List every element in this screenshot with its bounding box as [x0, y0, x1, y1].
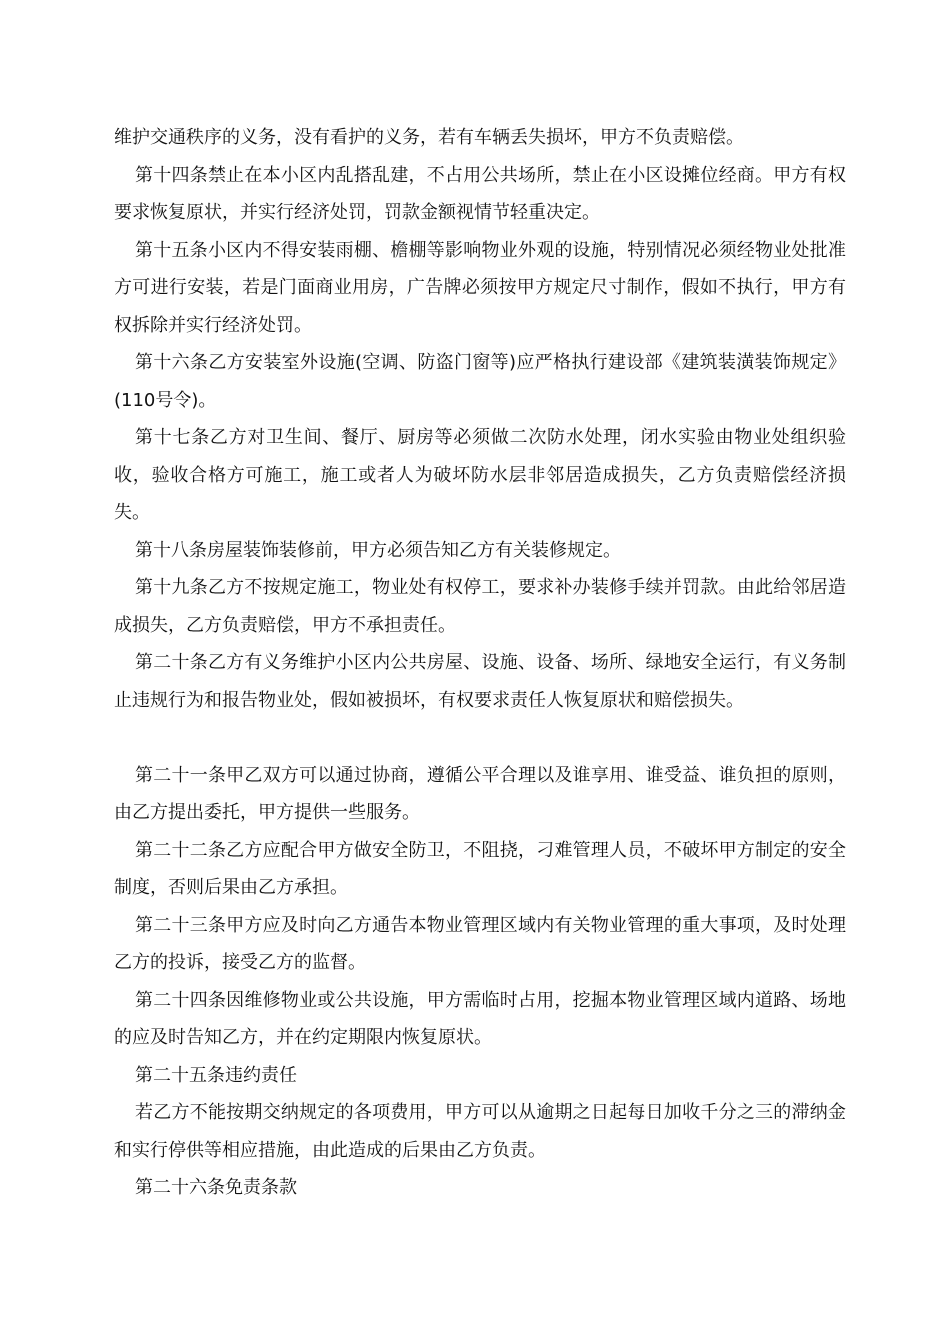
paragraph-article-16: 第十六条乙方安装室外设施(空调、防盗门窗等)应严格执行建设部《建筑装潢装饰规定》(110号令)。: [114, 352, 846, 411]
paragraph-article-15: 第十五条小区内不得安装雨棚、檐棚等影响物业外观的设施，特别情况必须经物业处批准方可进行安装，若是门面商业用房，广告牌必须按甲方规定尺寸制作，假如不执行，甲方有权拆除并实行经济处罚。: [114, 239, 846, 336]
paragraph-article-20: 第二十条乙方有义务维护小区内公共房屋、设施、设备、场所、绿地安全运行，有义务制止违规行为和报告物业处，假如被损坏，有权要求责任人恢复原状和赔偿损失。: [114, 652, 846, 711]
paragraph-article-24: 第二十四条因维修物业或公共设施，甲方需临时占用，挖掘本物业管理区域内道路、场地的应及时告知乙方，并在约定期限内恢复原状。: [114, 989, 846, 1048]
heading-article-26: 第二十六条免责条款: [135, 1177, 297, 1198]
paragraph-article-14: 第十四条禁止在本小区内乱搭乱建，不占用公共场所，禁止在小区设摊位经商。甲方有权要求恢复原状，并实行经济处罚，罚款金额视情节轻重决定。: [114, 164, 846, 223]
paragraph-gap: [114, 719, 846, 757]
heading-article-25: 第二十五条违约责任: [135, 1064, 297, 1086]
paragraph-article-21: 第二十一条甲乙双方可以通过协商，遵循公平合理以及谁享用、谁受益、谁负担的原则，由乙方提出委托，甲方提供一些服务。: [114, 764, 846, 823]
paragraph-article-19: 第十九条乙方不按规定施工，物业处有权停工，要求补办装修手续并罚款。由此给邻居造成损失，乙方负责赔偿，甲方不承担责任。: [114, 577, 846, 636]
paragraph-breach-liability: 若乙方不能按期交纳规定的各项费用，甲方可以从逾期之日起每日加收千分之三的滞纳金和实行停供等相应措施，由此造成的后果由乙方负责。: [114, 1102, 846, 1161]
paragraph-article-23: 第二十三条甲方应及时向乙方通告本物业管理区域内有关物业管理的重大事项，及时处理乙方的投诉，接受乙方的监督。: [114, 914, 846, 973]
document-body: [114, 119, 846, 1207]
paragraph-article-17: 第十七条乙方对卫生间、餐厅、厨房等必须做二次防水处理，闭水实验由物业处组织验收，验收合格方可施工，施工或者人为破坏防水层非邻居造成损失，乙方负责赔偿经济损失。: [114, 427, 846, 523]
paragraph-continuation: 维护交通秩序的义务，没有看护的义务，若有车辆丢失损坏，甲方不负责赔偿。: [114, 127, 744, 148]
paragraph-article-22: 第二十二条乙方应配合甲方做安全防卫，不阻挠，刁难管理人员，不破坏甲方制定的安全制度，否则后果由乙方承担。: [114, 839, 846, 898]
paragraph-article-18: 第十八条房屋装饰装修前，甲方必须告知乙方有关装修规定。: [135, 539, 621, 561]
